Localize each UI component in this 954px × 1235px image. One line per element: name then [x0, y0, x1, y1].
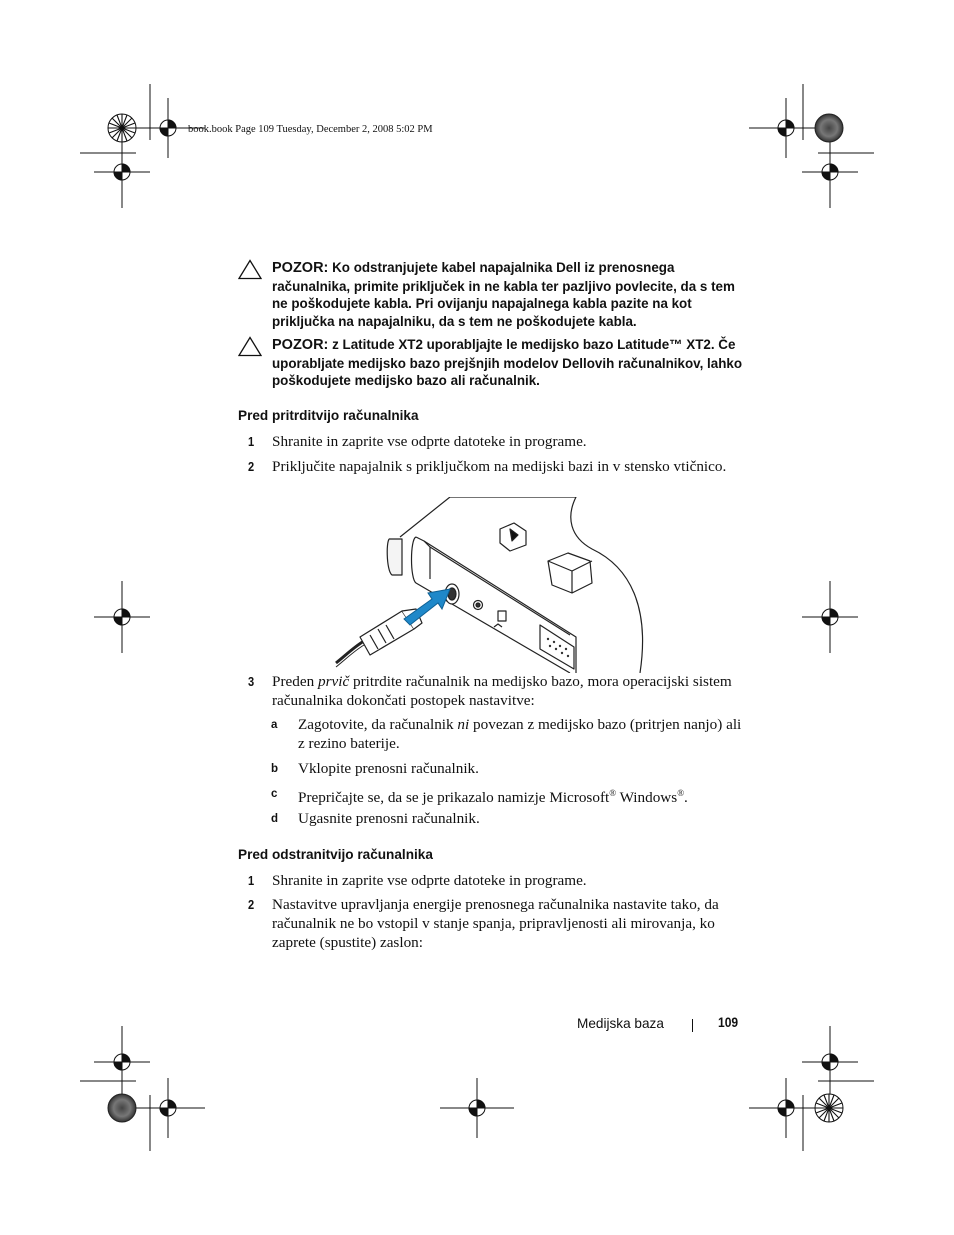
step-text: pritrdite računalnik na medijsko bazo, mora operacijski sistem računalnika dokončati postopek nastavitve: [272, 673, 732, 709]
footer-divider [692, 1019, 693, 1032]
substep-item [271, 809, 751, 828]
substep-text: povezan z medijsko bazo (pritrjen nanjo) ali z rezino baterije. [298, 716, 742, 752]
page-number: 109 [718, 1015, 739, 1031]
substep-item [271, 759, 751, 778]
caution-text: z Latitude XT2 uporabljajte le medijsko bazo Latitude™ XT2. Če uporabljate medijsko bazo prejšnjih modelov Dellovih računalnikov, lahko poškodujete medijsko bazo ali računalnik. [272, 337, 743, 388]
insert-arrow-icon [404, 589, 450, 625]
step-number: 3 [248, 674, 255, 689]
step-text: Nastavitve upravljanja energije prenosnega računalnika nastavite tako, da računalnik ne bo vstopil v stanje spanja, pripravljenosti ali mirovanja, ko zaprete (spustite) zaslon: [272, 896, 719, 951]
step-text: Priključite napajalnik s priključkom na medijski bazi in v stensko vtičnico. [272, 458, 727, 475]
step-number: 2 [248, 459, 255, 474]
caution-icon [238, 336, 262, 357]
section-heading: Pred pritrditvijo računalnika [238, 408, 419, 423]
step-text: Preden [272, 673, 318, 690]
media-base-illustration [330, 497, 646, 673]
caution-label: POZOR: [272, 337, 329, 353]
substep-item [271, 715, 751, 753]
emphasis-text: ni [457, 716, 470, 733]
crosshair-mark [802, 581, 858, 653]
substep-text: Ugasnite prenosni računalnik. [298, 810, 480, 827]
base-top-outline [400, 497, 643, 673]
substep-text: Zagotovite, da računalnik [298, 716, 458, 733]
registered-mark: ® [677, 788, 685, 798]
substep-text: Prepričajte se, da se je prikazalo namizje Microsoft [298, 789, 610, 807]
step-item [248, 672, 748, 710]
caution-icon [238, 259, 262, 280]
emphasis-text: prvič [317, 673, 350, 690]
gray-target-mark [815, 114, 843, 142]
step-number: 2 [248, 897, 255, 912]
crosshair-mark [802, 1026, 858, 1098]
caution-label: POZOR: [272, 260, 329, 276]
star-target-mark [108, 114, 136, 142]
print-slug: book.book Page 109 Tuesday, December 2, 2008 5:02 PM [188, 124, 433, 135]
step-text: Shranite in zaprite vse odprte datoteke in programe. [272, 433, 587, 450]
step-item [248, 895, 738, 952]
caution-note [238, 259, 748, 330]
registered-mark: ® [609, 788, 617, 798]
crosshair-mark [749, 98, 823, 158]
substep-letter: b [271, 763, 279, 775]
step-item [248, 871, 748, 890]
crosshair-mark [802, 136, 858, 208]
substep-letter: a [271, 719, 278, 731]
caution-text: Ko odstranjujete kabel napajalnika Dell iz prenosnega računalnika, primite priključek in ne kabla ter pazljivo povlecite, da s tem ne poškodujete kabla. Pri ovijanju napajalnega kabla pazite na kot priključka na napajalniku, da s tem ne poškodujete kabla. [272, 260, 735, 329]
substep-letter: d [271, 813, 279, 825]
step-number: 1 [248, 873, 255, 888]
substep-letter: c [271, 788, 278, 800]
crosshair-mark [94, 581, 150, 653]
substep-text: . [684, 789, 688, 807]
substep-text: Windows [616, 789, 678, 807]
crosshair-mark [94, 1026, 150, 1098]
crosshair-mark [749, 1078, 823, 1138]
substep-item [271, 784, 751, 807]
footer-section-title: Medijska baza [577, 1016, 664, 1031]
section-heading: Pred odstranitvijo računalnika [238, 847, 433, 862]
step-item [248, 432, 748, 451]
star-target-mark [815, 1094, 843, 1122]
substep-text: Vklopite prenosni računalnik. [298, 760, 479, 777]
gray-target-mark [108, 1094, 136, 1122]
caution-note [238, 336, 748, 390]
step-number: 1 [248, 434, 255, 449]
crosshair-mark [440, 1078, 514, 1138]
crosshair-mark [94, 136, 150, 208]
step-text: Shranite in zaprite vse odprte datoteke in programe. [272, 872, 587, 889]
crosshair-mark [131, 1078, 205, 1138]
step-item [248, 457, 748, 476]
